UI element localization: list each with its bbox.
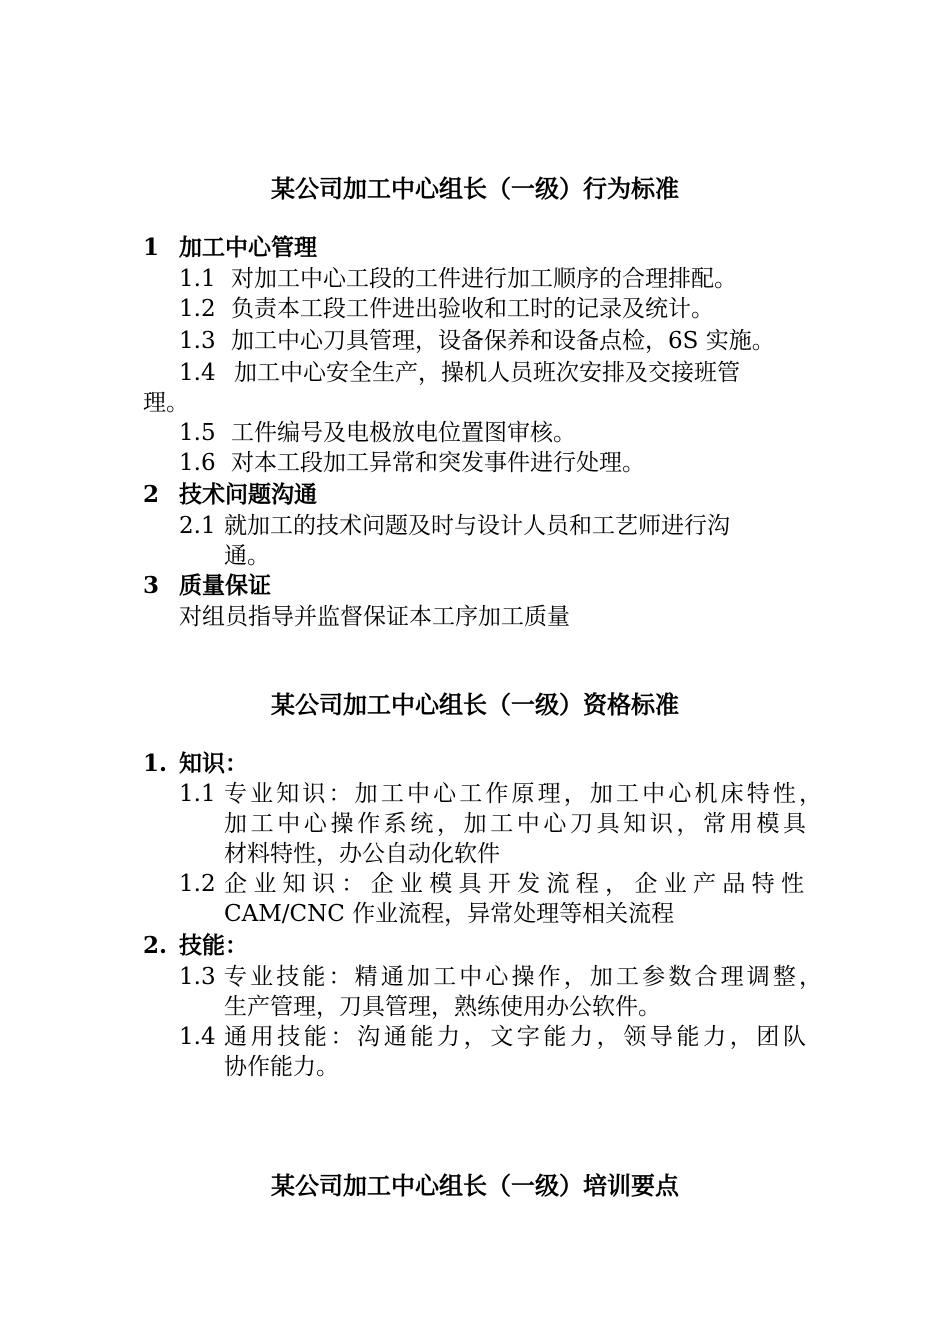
section-title: 技术问题沟通	[179, 481, 317, 508]
item-number: 1.1	[179, 266, 216, 292]
item-line: 专业技能：精通加工中心操作，加工参数合理调整，	[224, 964, 822, 990]
section-heading	[143, 931, 248, 961]
section-title: 质量保证	[179, 572, 271, 599]
section-heading	[143, 480, 317, 510]
item-number: 2.1	[179, 513, 216, 539]
list-item	[179, 418, 576, 448]
item-number: 1.2	[179, 296, 216, 322]
item-number: 1.2	[179, 871, 216, 897]
training-title: 某公司加工中心组长（一级）培训要点	[271, 1171, 679, 1200]
item-number: 1.3	[179, 964, 216, 990]
section-number: 2	[143, 481, 160, 508]
section-title: 技能：	[179, 932, 248, 959]
behavior-title: 某公司加工中心组长（一级）行为标准	[271, 174, 679, 203]
item-line: CAM/CNC 作业流程，异常处理等相关流程	[224, 901, 675, 927]
item-text: 加工中心刀具管理，设备保养和设备点检，6S 实施。	[231, 328, 775, 354]
item-continuation: 理。	[143, 390, 189, 416]
item-number: 1.4	[179, 1024, 216, 1050]
item-line: 专业知识：加工中心工作原理，加工中心机床特性，	[224, 781, 822, 807]
section-number: 2.	[143, 932, 168, 959]
item-number: 1.5	[179, 420, 216, 446]
item-text: 对本工段加工异常和突发事件进行处理。	[231, 450, 645, 476]
item-number: 1.4	[179, 360, 216, 386]
section-number: 1.	[143, 750, 168, 777]
item-text: 加工中心安全生产，操机人员班次安排及交接班管	[234, 360, 740, 386]
list-item	[179, 264, 737, 294]
item-line: 企业知识：企业模具开发流程，企业产品特性	[224, 871, 804, 897]
list-item	[179, 294, 714, 324]
item-number: 1.3	[179, 328, 216, 354]
item-line: 生产管理，刀具管理，熟练使用办公软件。	[224, 994, 661, 1020]
item-line: 协作能力。	[224, 1054, 339, 1080]
section-heading	[143, 233, 317, 263]
section-heading	[143, 749, 248, 779]
section-number: 1	[143, 234, 160, 261]
item-text: 对加工中心工段的工件进行加工顺序的合理排配。	[231, 266, 737, 292]
item-line: 加工中心操作系统，加工中心刀具知识，常用模具	[224, 811, 806, 837]
list-item	[179, 358, 740, 388]
item-line: 通用技能：沟通能力，文字能力，领导能力，团队	[224, 1024, 806, 1050]
list-item	[179, 326, 775, 356]
list-item	[179, 511, 730, 541]
item-text: 工件编号及电极放电位置图审核。	[231, 420, 576, 446]
section-body: 对组员指导并监督保证本工序加工质量	[179, 604, 570, 630]
item-continuation: 通。	[224, 543, 270, 569]
item-text: 就加工的技术问题及时与设计人员和工艺师进行沟	[224, 513, 730, 539]
section-heading	[143, 571, 271, 601]
item-number: 1.1	[179, 781, 216, 807]
section-title: 加工中心管理	[179, 234, 317, 261]
qualification-title: 某公司加工中心组长（一级）资格标准	[271, 690, 679, 719]
item-number: 1.6	[179, 450, 216, 476]
item-text: 负责本工段工件进出验收和工时的记录及统计。	[231, 296, 714, 322]
section-title: 知识：	[179, 750, 248, 777]
list-item	[179, 448, 645, 478]
section-number: 3	[143, 572, 160, 599]
item-line: 材料特性，办公自动化软件	[224, 841, 500, 867]
